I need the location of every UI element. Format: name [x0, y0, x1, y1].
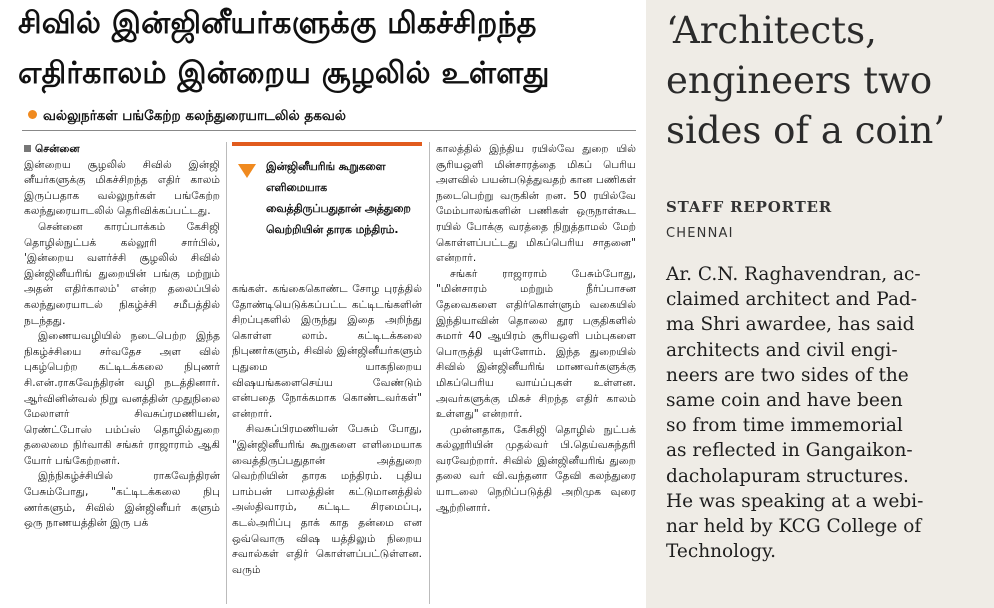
body-line: Ar. C.N. Raghavendran, ac- — [666, 264, 921, 285]
pull-quote-text: இன்ஜினீயரிங் கூறுகளை எளிமையாக வைத்திருப்பதுதான் அத்துறை வெற்றியின் தாரக மந்திரம். — [266, 160, 411, 236]
body-line: architects and civil engi- — [666, 339, 898, 361]
column-separator — [226, 142, 227, 604]
body-line: so from time immemorial — [666, 415, 903, 437]
tamil-paragraph: சென்னை காரப்பாக்கம் கேசிஜி தொழில்நுட்பக் கல்லூரி சார்பில், 'இன்றைய வளர்ச்சி சூழலில் சிவில் இன்ஜினீயரிங் துறையின் பங்கு மற்றும் அதன் எதிர்காலம்' என்ற தலைப்பில் கலந்துரையாடல் நிகழ்ச்சி சமீபத்தில் நடந்தது. — [24, 220, 220, 327]
tamil-headline-line-1: சிவில் இன்ஜினீயர்களுக்கு மிகச்சிறந்த — [18, 6, 537, 41]
bullet-dot-icon — [28, 110, 37, 119]
english-headline-line-3: sides of a coin’ — [666, 109, 946, 152]
body-line: same coin and have been — [666, 390, 903, 412]
tamil-dateline — [24, 142, 220, 158]
tamil-paragraph: சங்கர் ராஜாராம் பேசும்போது, "மின்சாரம் மற்றும் நீர்ப்பாசன தேவைகளை எதிர்கொள்ளும் வகையில் இந்தியாவின் தொலை தூர பகுதிகளில் சுமார் 40 ஆயிரம் சூரியஒளி பம்புகளை பொருத்தி யுள்ளோம். இந்த துறையில் சிவில் இன்ஜினீயரிங் மாணவர்களுக்கு மிகப்பெரிய வாய்ப்புகள் உள்ளன. அவர்களுக்கு மிகச் சிறந்த எதிர் காலம் உள்ளது" என்றார். — [436, 267, 636, 421]
body-line: nar held by KCG College of — [666, 516, 922, 538]
body-line: Technology. — [666, 541, 776, 563]
tamil-column-3 — [436, 142, 636, 604]
body-line: ma Shri awardee, has said — [666, 314, 915, 336]
headline-rule — [22, 130, 636, 131]
tamil-paragraph: இந்நிகழ்ச்சியில் ராகவேந்திரன் பேசும்போது, "கட்டிடக்கலை நிபு ணர்களும், சிவில் இன்ஜினீயர் களும் ஒரு நாணயத்தின் இரு பக் — [24, 470, 220, 530]
body-line: neers are two sides of the — [666, 364, 909, 386]
pull-quote-box — [232, 142, 422, 272]
tamil-paragraph: கங்கள். கங்கைகொண்ட சோழ புரத்தில் தோண்டியெடுக்கப்பட்ட கட்டிடங்களின் சிறப்புகளில் இருந்து இதை அறிந்து கொள்ள லாம். கட்டிடக்கலை நிபுணர்களும், சிவில் இன்ஜினீயர்களும் புதுமை யாகநிறைய விஷயங்களைசெய்ய வேண்டும் என்பதை நோக்கமாக கொண்டவர்கள்" என்றார். — [232, 283, 422, 420]
tamil-paragraph: முன்னதாக, கேசிஜி தொழில் நுட்பக் கல்லூரியின் முதல்வர் பி.தெய்வசுந்தரி வரவேற்றார். சிவில் இன்ஜினீயரிங் துறை தலை வர் வி.வந்தனா தேவி கலந்துரை யாடலை நெறிப்படுத்தி அறிமுக வுரை ஆற்றினார். — [436, 423, 636, 514]
english-headline-line-1: ‘Architects, — [666, 9, 877, 52]
tamil-subhead-text: வல்லுநர்கள் பங்கேற்ற கலந்துரையாடலில் தகவல் — [43, 108, 346, 124]
tamil-paragraph: இணையவழியில் நடைபெற்ற இந்த நிகழ்ச்சியை சர்வதேச அள வில் புகழ்பெற்ற கட்டிடக்கலை நிபுணர் சி.என்.ராகவேந்திரன் வழி நடத்தினார். ஆர்வினின்வல் நிறு வனத்தின் முதுநிலை மேலாளர் சிவசுப்ரமணியன், ரெண்ட்போஸ் பம்ப்ஸ் தொழில்துறை தலைமை நிர்வாகி சங்கர் ராஜாராம் ஆகி யோர் பங்கேற்றனர். — [24, 330, 220, 467]
tamil-subhead — [28, 108, 346, 126]
tamil-column-2 — [232, 282, 422, 604]
body-line: as reflected in Gangaikon- — [666, 440, 913, 462]
tamil-paragraph: காலத்தில் இந்திய ரயில்வே துறை யில் சூரியஒளி மின்சாரத்தை மிகப் பெரிய அளவில் பயன்படுத்துவதற் கான பணிகள் நடைபெற்று வருகின் றன. 50 ரயில்வே மேம்பாலங்களின் பணிகள் ஒருநாள்கூட ரயில் போக்கு வரத்தை நிறுத்தாமல் மேற் கொள்ளப்பட்டது மிகப்பெரிய சாதனை" என்றார். — [436, 143, 636, 265]
tamil-paragraph: சிவசுப்பிரமணியன் பேசும் போது, "இன்ஜினீயரிங் கூறுகளை எளிமையாக வைத்திருப்பதுதான் அத்துறை வெற்றியின் தாரக மந்திரம். புதிய பாம்பன் பாலத்தின் கட்டுமானத்தில் அஸ்திவாரம், கட்டிட சிரமைப்பு, கடல்அரிப்பு தாக் காத தன்மை என ஒவ்வொரு விஷ யத்திலும் நிறைய சவால்கள் எதிர் கொள்ளப்பட்டுள்ளன. வரும் — [232, 423, 422, 576]
english-headline-line-2: engineers two — [666, 59, 933, 102]
body-line: claimed architect and Pad- — [666, 289, 917, 311]
tamil-paragraph: இன்றைய சூழலில் சிவில் இன்ஜி னீயர்களுக்கு மிகச்சிறந்த எதிர் காலம் இருப்பதாக வல்லுநர்கள் பங்கேற்ற கலந்துரையாடலில் தெரிவிக்கப்பட்டது. — [24, 158, 220, 218]
body-line: He was speaking at a webi- — [666, 490, 924, 512]
body-line: dacholapuram structures. — [666, 465, 909, 487]
triangle-down-icon — [238, 164, 256, 178]
byline: STAFF REPORTER — [666, 198, 833, 216]
tamil-headline-line-2: எதிர்காலம் இன்றைய சூழலில் உள்ளது — [18, 56, 550, 91]
tamil-dateline-text: சென்னை — [35, 143, 80, 155]
english-dateline: CHENNAI — [666, 226, 734, 241]
english-article-clipping — [646, 0, 994, 608]
column-separator — [429, 142, 430, 604]
english-body — [666, 262, 982, 564]
tamil-column-1 — [24, 142, 220, 604]
square-bullet-icon — [24, 145, 31, 152]
